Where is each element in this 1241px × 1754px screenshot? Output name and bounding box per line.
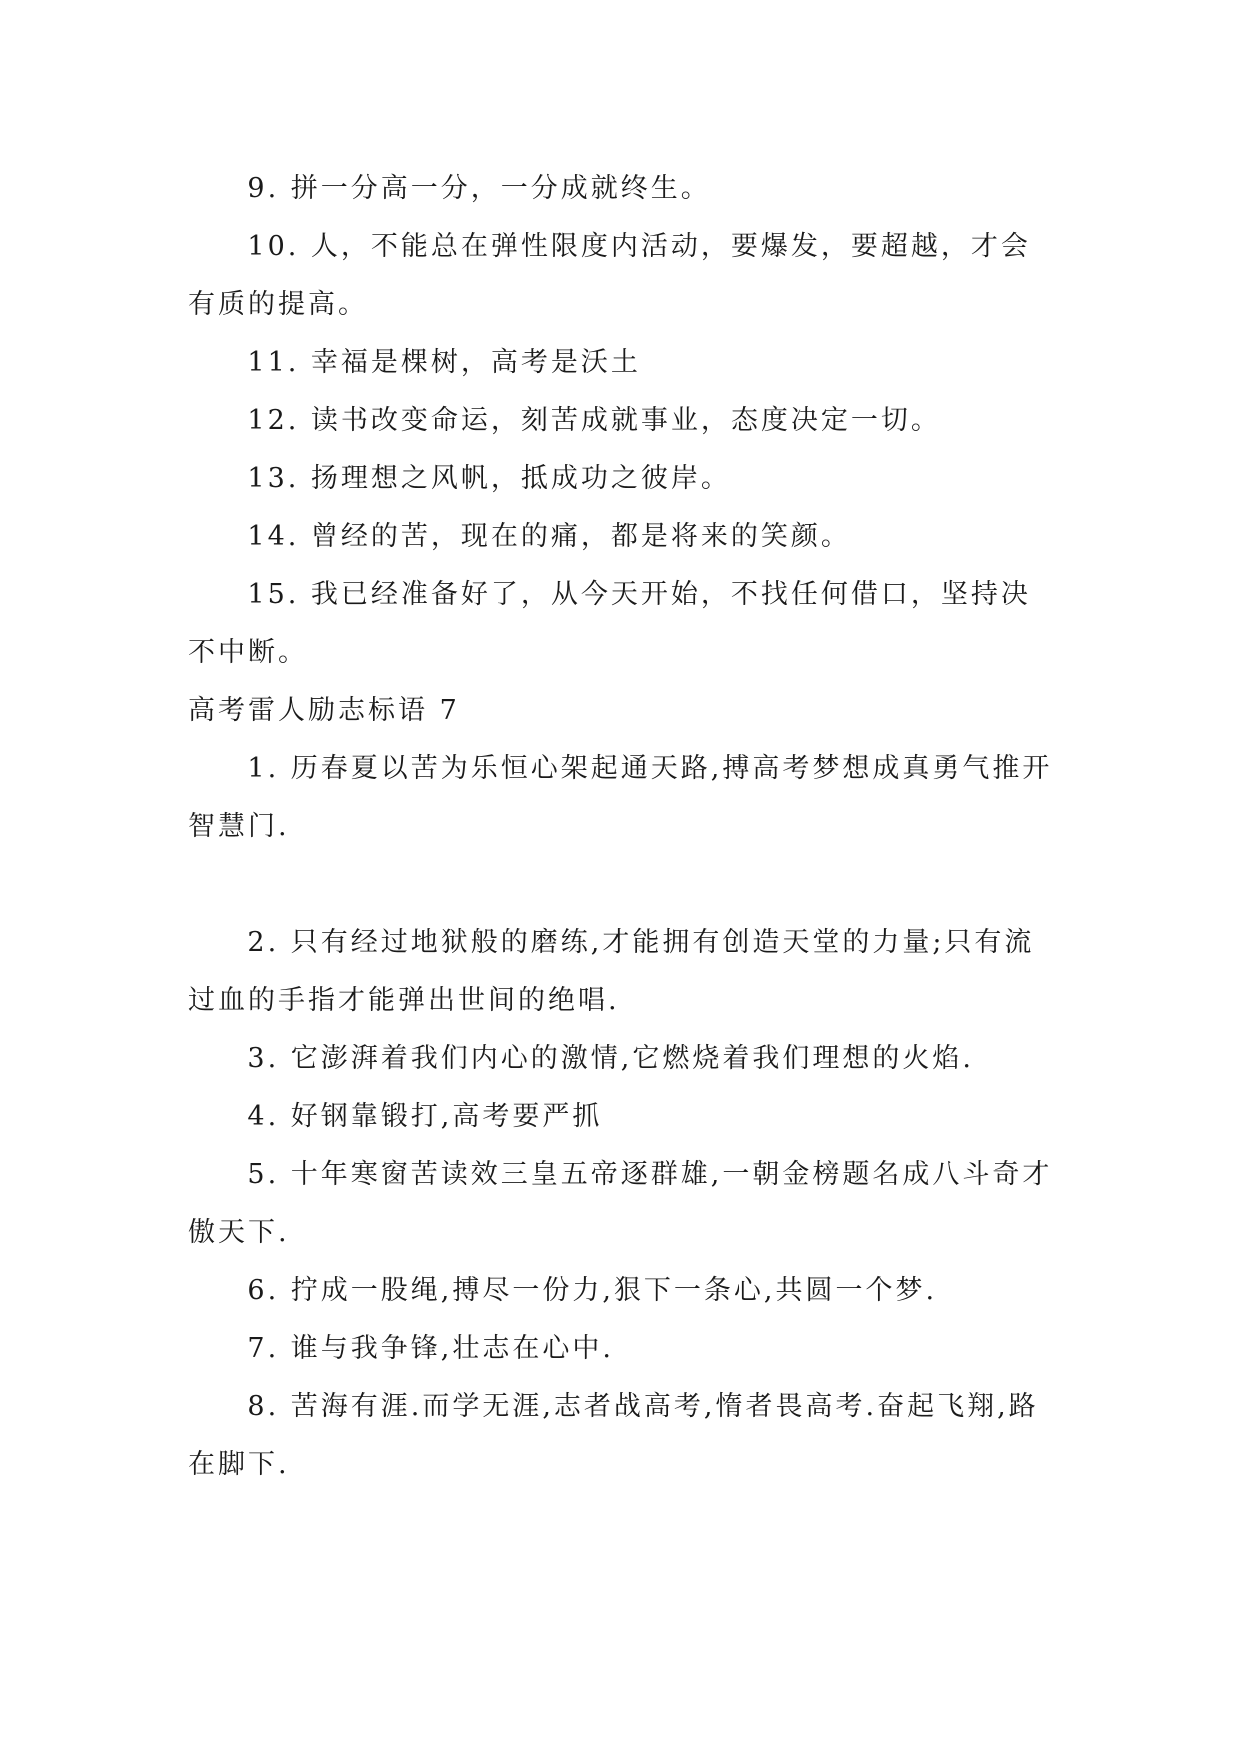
list-item: 2. 只有经过地狱般的磨练,才能拥有创造天堂的力量;只有流过血的手指才能弹出世间的绝唱.	[188, 927, 1035, 1016]
list-item: 11. 幸福是棵树，高考是沃土	[247, 347, 641, 378]
blank-line	[188, 856, 1058, 914]
document-body	[188, 160, 1058, 1494]
list-item: 9. 拼一分高一分，一分成就终生。	[247, 173, 711, 204]
list-item: 12. 读书改变命运，刻苦成就事业，态度决定一切。	[247, 405, 941, 436]
list-item: 15. 我已经准备好了，从今天开始，不找任何借口，坚持决不中断。	[188, 579, 1031, 668]
list-item: 14. 曾经的苦，现在的痛，都是将来的笑颜。	[247, 521, 851, 552]
list-item: 1. 历春夏以苦为乐恒心架起通天路,搏高考梦想成真勇气推开智慧门.	[188, 753, 1053, 842]
list-item: 6. 拧成一股绳,搏尽一份力,狠下一条心,共圆一个梦.	[247, 1275, 938, 1306]
list-item: 3. 它澎湃着我们内心的激情,它燃烧着我们理想的火焰.	[247, 1043, 974, 1074]
section-heading: 高考雷人励志标语 7	[188, 695, 460, 726]
list-item: 13. 扬理想之风帆，抵成功之彼岸。	[247, 463, 731, 494]
list-item: 10. 人，不能总在弹性限度内活动，要爆发，要超越，才会有质的提高。	[188, 231, 1031, 320]
list-item: 4. 好钢靠锻打,高考要严抓	[247, 1101, 603, 1132]
list-item: 7. 谁与我争锋,壮志在心中.	[247, 1333, 614, 1364]
list-item: 8. 苦海有涯.而学无涯,志者战高考,惰者畏高考.奋起飞翔,路在脚下.	[188, 1391, 1039, 1480]
list-item: 5. 十年寒窗苦读效三皇五帝逐群雄,一朝金榜题名成八斗奇才傲天下.	[188, 1159, 1053, 1248]
